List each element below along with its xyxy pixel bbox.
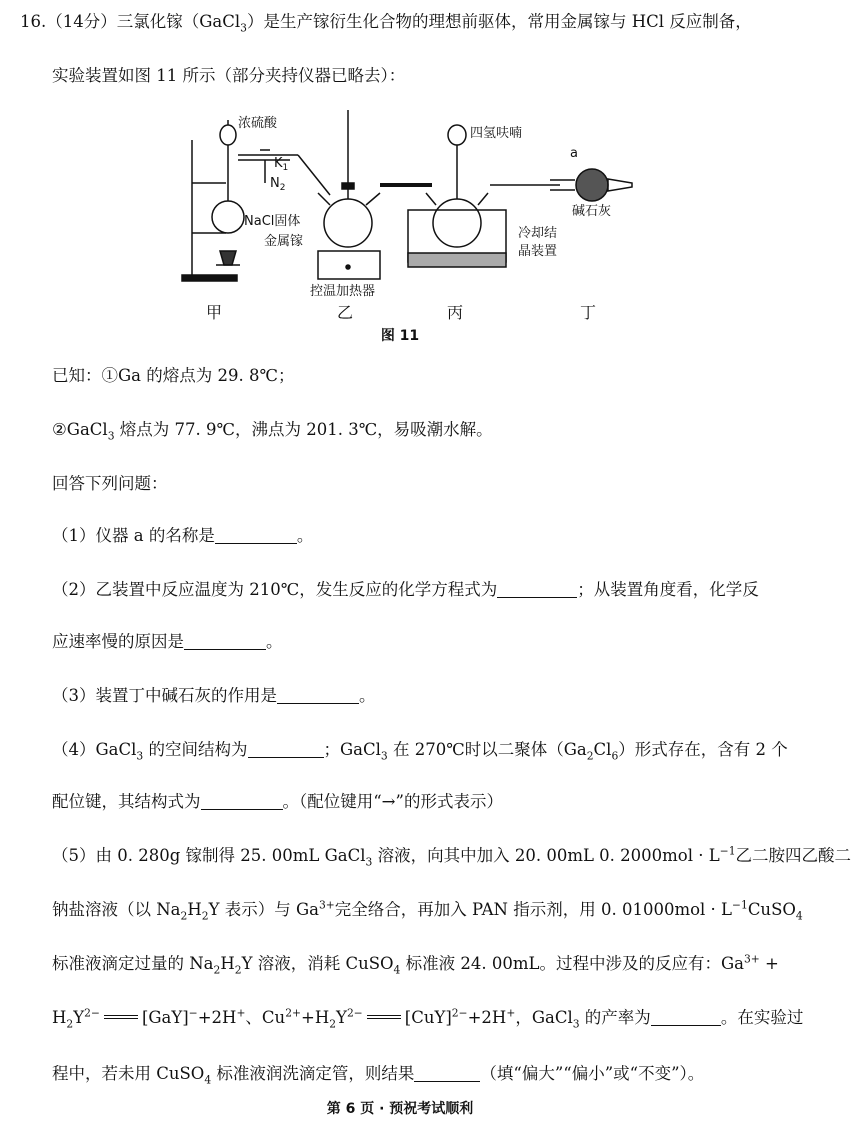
figure-caption: 图 11 — [380, 328, 420, 344]
question-stem-line2: 实验装置如图 11 所示（部分夹持仪器已略去）： — [52, 66, 406, 85]
answer-blank-q4-structure[interactable] — [248, 740, 324, 758]
label-heater: 控温加热器 — [310, 284, 376, 299]
answer-blank-q5-yield[interactable] — [651, 1008, 721, 1026]
answer-blank-q4-formula[interactable] — [201, 792, 283, 810]
equals-sign — [104, 1015, 138, 1019]
label-yi: 乙 — [337, 303, 354, 322]
answer-blank-q1[interactable] — [215, 526, 297, 544]
label-a: a — [570, 146, 578, 161]
label-crystallizer-2: 晶装置 — [518, 244, 558, 259]
label-soda-lime: 碱石灰 — [572, 204, 612, 219]
apparatus-ding — [550, 169, 632, 201]
answer-blank-q3[interactable] — [277, 686, 359, 704]
known-2: ②GaCl$_3$ 熔点为 77. 9℃，沸点为 201. 3℃，易吸潮水解。 — [52, 420, 493, 443]
question-header: 16.（14分）三氯化镓（GaCl$_3$）是生产镓衍生化合物的理想前驱体，常用金属镓与 HCl 反应制备， — [20, 12, 752, 35]
q5-line2: 钠盐溶液（以 $Na_2H_2Y$ 表示）与 $Ga^{3+}$完全络合，再加入 PAN 指示剂，用 0. $01000mol \cdot L^{-1}CuSO_4$ — [52, 898, 803, 923]
q3: （3）装置丁中碱石灰的作用是 。 — [52, 686, 376, 705]
q2-line2: 应速率慢的原因是 。 — [52, 632, 283, 651]
q5-line4: $H_2Y^{2-}$ [GaY]−+2H+、$Cu^{2+}+H_2Y^{2-}$ [CuY]$^{2-}$+2H+，GaCl$_3$ 的产率为 。在实验过 — [52, 1006, 804, 1031]
label-nacl: NaCl固体 — [244, 214, 301, 229]
answer-blank-q2-equation[interactable] — [497, 580, 577, 598]
apparatus-svg — [180, 105, 640, 345]
q5-line3: 标准液滴定过量的 $Na_2H_2Y$ 溶液，消耗 CuSO$_4$ 标准液 24. 00mL。过程中涉及的反应有：$Ga^{3+}$ + — [52, 952, 779, 977]
answer-blank-q2-reason[interactable] — [184, 632, 266, 650]
q5-line5: 程中，若未用 CuSO$_4$ 标准液润洗滴定管，则结果 （填“偏大”“偏小”或“不变”）。 — [52, 1064, 705, 1087]
label-bing: 丙 — [447, 303, 464, 322]
answer-blank-q5-error[interactable] — [414, 1064, 480, 1082]
label-thf: 四氢呋喃 — [470, 126, 523, 141]
label-n2: $N_2$ — [270, 176, 286, 193]
q1: （1）仪器 a 的名称是 。 — [52, 526, 314, 545]
apparatus-yi — [318, 110, 380, 279]
apparatus-diagram — [180, 105, 640, 345]
q4-line1: （4）GaCl$_3$ 的空间结构为 ；GaCl$_3$ 在 270℃时以二聚体$(Ga_2Cl_6)$形式存在，含有 2 个 — [52, 740, 788, 763]
q4-line2: 配位键，其结构式为 。（配位键用“→”的形式表示） — [52, 792, 503, 811]
q2-line1: （2）乙装置中反应温度为 210℃，发生反应的化学方程式为 ；从装置角度看，化学反 — [52, 580, 759, 599]
q5-line1: （5）由 0. 280g 镓制得 25. 00mL GaCl$_3$ 溶液，向其中加入 20. 00mL 0. $2000mol \cdot L^{-1}$乙二胺四乙酸二 — [52, 844, 851, 869]
answer-prompt: 回答下列问题： — [52, 474, 168, 493]
label-jia: 甲 — [206, 303, 223, 322]
question-number: 16. — [20, 12, 47, 31]
known-1: 已知：①Ga 的熔点为 29. 8℃； — [52, 366, 295, 385]
label-gallium: 金属镓 — [264, 234, 304, 249]
page-footer: 第 6 页 · 预祝考试顺利 — [326, 1101, 474, 1117]
apparatus-jia — [182, 120, 290, 281]
label-ding: 丁 — [580, 303, 597, 322]
label-conc-h2so4: 浓硫酸 — [238, 116, 278, 131]
question-points: （14分） — [46, 12, 117, 31]
label-k1: $K_1$ — [274, 156, 289, 173]
equals-sign — [367, 1015, 401, 1019]
label-crystallizer-1: 冷却结 — [518, 226, 558, 241]
